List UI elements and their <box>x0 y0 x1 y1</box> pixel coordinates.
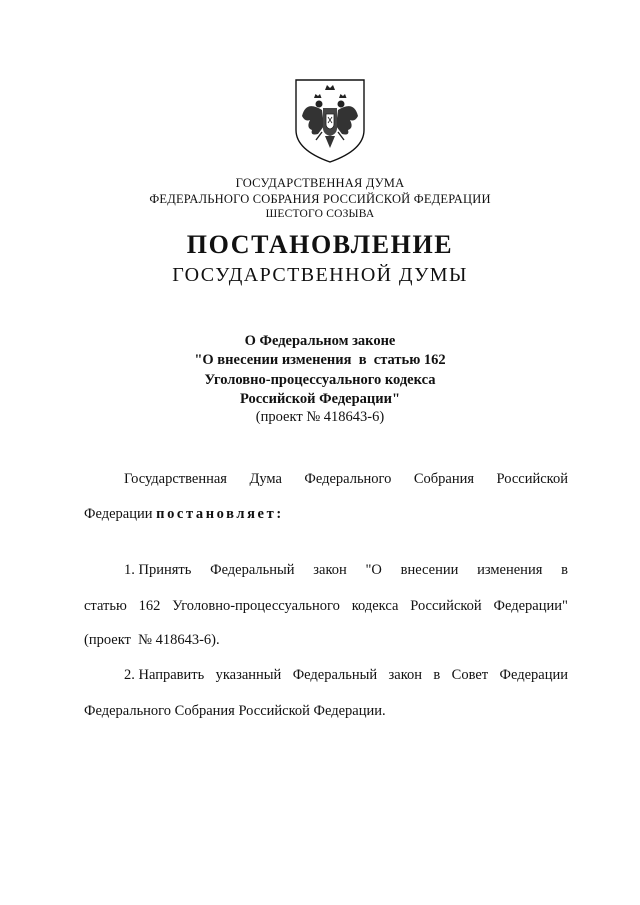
word: Уголовно-процессуального <box>172 598 340 614</box>
word: изменения <box>477 562 543 578</box>
item-1-line-2 <box>84 598 568 615</box>
header-line-3: ШЕСТОГО СОЗЫВА <box>265 208 375 220</box>
word: Российской <box>410 598 482 614</box>
word: закон <box>388 667 423 683</box>
word: Федерации <box>84 506 157 522</box>
word: Федерации <box>499 667 568 683</box>
word: Совет <box>451 667 489 683</box>
header-line-2: ФЕДЕРАЛЬНОГО СОБРАНИЯ РОССИЙСКОЙ ФЕДЕРАЦИИ <box>149 192 491 206</box>
coat-of-arms-icon <box>292 76 368 164</box>
word: Государственная <box>124 471 227 487</box>
word: в <box>433 667 441 683</box>
item-1-line-3: (проект № 418643-6). <box>84 632 220 648</box>
word: 2. Направить <box>124 667 205 683</box>
item-2-line-2: Федерального Собрания Российской Федерации. <box>84 703 386 719</box>
intro-line-2 <box>84 506 284 523</box>
word: Собрания <box>413 471 475 487</box>
law-title-line-2: "О внесении изменения в статью 162 <box>194 352 446 368</box>
word: Федеральный <box>292 667 378 683</box>
draft-number: (проект № 418643-6) <box>255 409 385 425</box>
word: статью <box>84 598 127 614</box>
law-title-line-4: Российской Федерации" <box>239 391 401 407</box>
document-title: ПОСТАНОВЛЕНИЕ <box>186 230 454 259</box>
word: указанный <box>215 667 282 683</box>
item-1-line-1 <box>124 562 568 579</box>
intro-line-1 <box>124 471 568 488</box>
word: внесении <box>400 562 459 578</box>
resolves-word: постановляет: <box>156 506 284 522</box>
word: "О <box>365 562 382 578</box>
header-line-1: ГОСУДАРСТВЕННАЯ ДУМА <box>235 176 405 190</box>
word: Федеральный <box>210 562 295 578</box>
law-title-line-3: Уголовно-процессуального кодекса <box>204 372 436 388</box>
word: Дума <box>249 471 282 487</box>
word: кодекса <box>351 598 399 614</box>
word: 162 <box>138 598 161 614</box>
word: Федерации" <box>493 598 568 614</box>
word: закон <box>313 562 347 578</box>
word: в <box>561 562 568 578</box>
law-title-line-1: О Федеральном законе <box>244 333 396 349</box>
word: Федерального <box>304 471 392 487</box>
document-subtitle: ГОСУДАРСТВЕННОЙ ДУМЫ <box>172 264 468 286</box>
word: 1. Принять <box>124 562 192 578</box>
item-2-line-1 <box>124 667 568 684</box>
word: Российской <box>496 471 568 487</box>
